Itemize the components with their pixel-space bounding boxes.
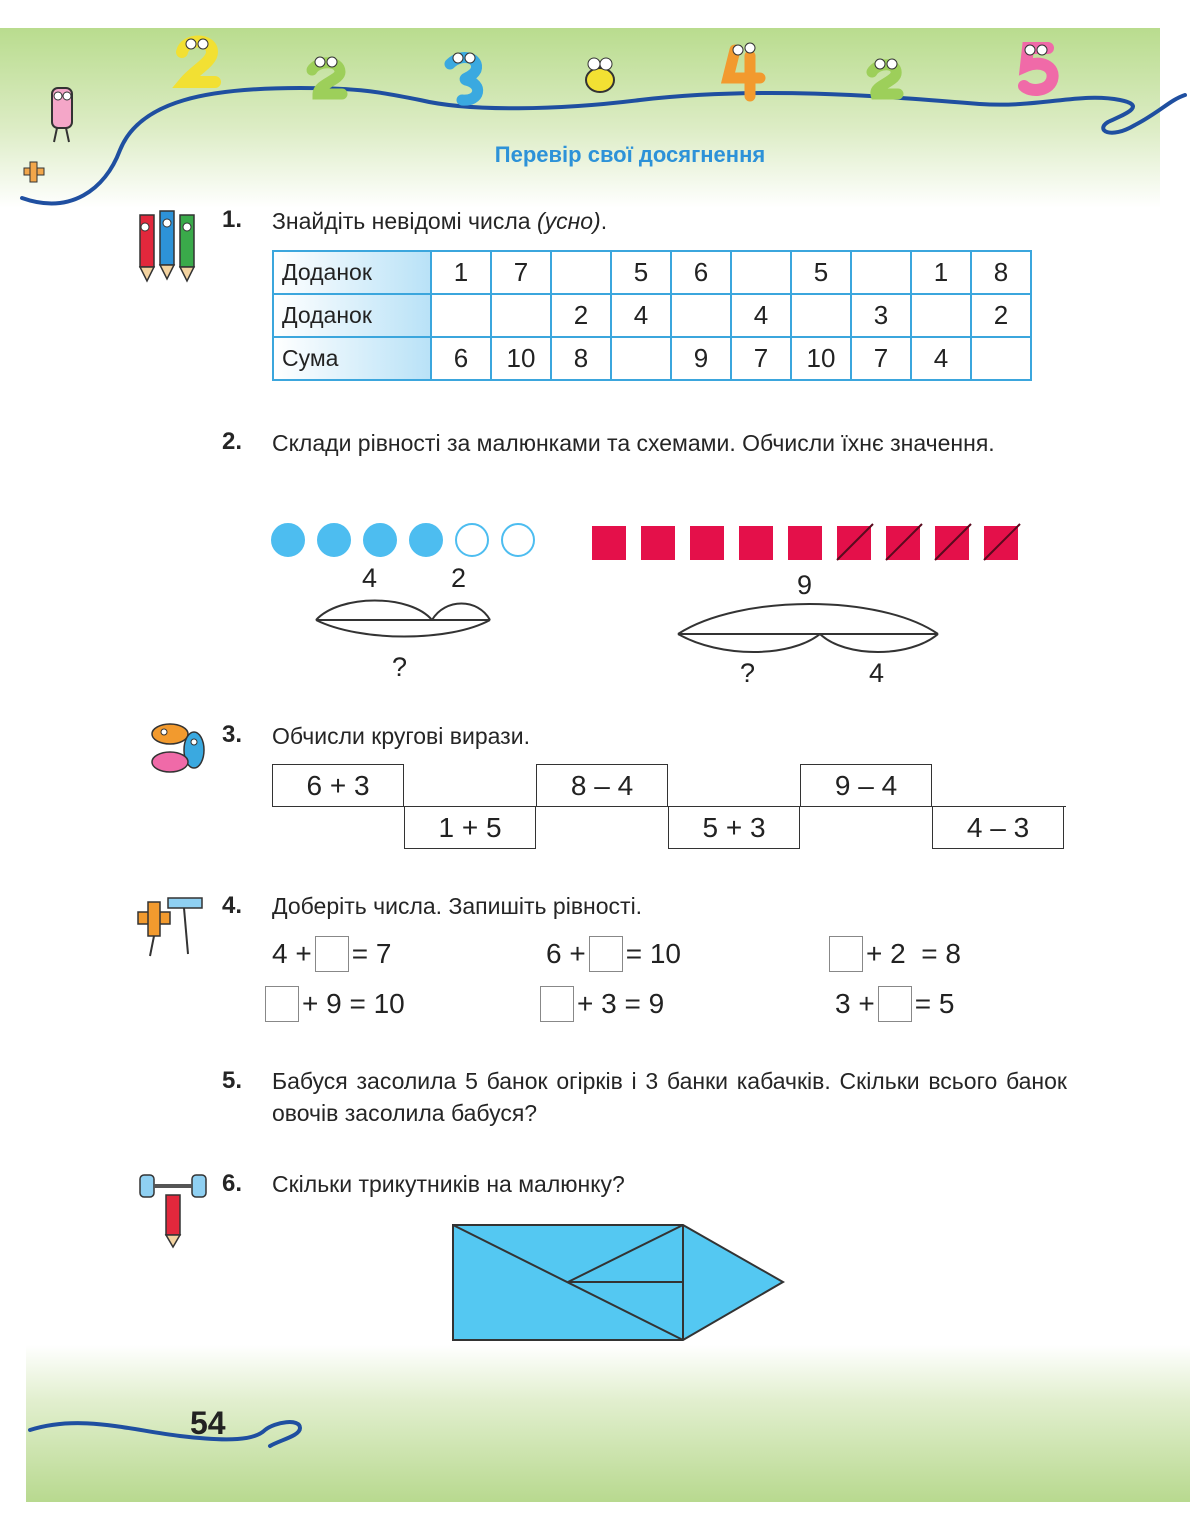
expression-cell-top: 8 – 4 — [536, 764, 668, 807]
table-cell — [731, 251, 791, 294]
table-cell: 10 — [791, 337, 851, 380]
table-row — [273, 251, 1031, 294]
table-cell: 10 — [491, 337, 551, 380]
table-cell: 2 — [971, 294, 1031, 337]
expression-cell-bottom: 5 + 3 — [668, 806, 800, 849]
equation-right: + 2 = 8 — [866, 938, 961, 969]
equation — [272, 936, 391, 972]
table-cell: 6 — [431, 337, 491, 380]
scheme-2 — [670, 600, 950, 680]
exercise-6-text: Скільки трикутників на малюнку? — [272, 1171, 625, 1197]
exercise-1-instruction: Знайдіть невідомі числа — [272, 208, 537, 234]
equation-right: + 9 = 10 — [302, 988, 405, 1019]
addends-table — [272, 250, 1032, 381]
crossed-square — [935, 524, 971, 560]
equation — [826, 936, 961, 972]
table-cell: 9 — [671, 337, 731, 380]
cartoon-number-1-icon — [52, 88, 72, 142]
table-cell: 7 — [731, 337, 791, 380]
equation-left: 6 + — [546, 938, 586, 969]
table-cell: 8 — [971, 251, 1031, 294]
row-label: Сума — [273, 337, 431, 380]
table-row — [273, 294, 1031, 337]
squares-picture — [588, 522, 1038, 562]
crossed-square — [984, 524, 1020, 560]
table-cell — [791, 294, 851, 337]
table-cell: 5 — [791, 251, 851, 294]
empty-circle — [456, 524, 488, 556]
crossed-square — [837, 524, 873, 560]
answer-box[interactable] — [589, 936, 623, 972]
filled-circle — [364, 524, 396, 556]
table-cell: 7 — [491, 251, 551, 294]
table-cell: 8 — [551, 337, 611, 380]
cartoon-number-4-icon — [728, 43, 760, 96]
table-cell — [491, 294, 551, 337]
table-cell — [971, 337, 1031, 380]
expression-cell-top: 6 + 3 — [272, 764, 404, 807]
exercise-4-text: Доберіть числа. Запишіть рівності. — [272, 893, 643, 919]
scheme-1-unknown: ? — [392, 652, 408, 682]
solid-square — [592, 526, 626, 560]
expression-cell-bottom: 4 – 3 — [932, 806, 1064, 849]
exercise-1-number: 1. — [222, 206, 243, 233]
equation-right: + 3 = 9 — [577, 988, 665, 1019]
pencils-icon — [132, 205, 212, 285]
chain-divider — [272, 806, 1066, 807]
exercise-3-number: 3. — [222, 721, 243, 748]
scheme-1-left-value: 4 — [362, 563, 378, 593]
equation — [262, 986, 405, 1022]
table-cell — [431, 294, 491, 337]
exercise-4-number: 4. — [222, 892, 243, 919]
answer-box[interactable] — [315, 936, 349, 972]
solid-square — [739, 526, 773, 560]
fish-icon — [140, 710, 220, 780]
circles-picture — [268, 520, 548, 560]
exercise-1-italic-note: (усно) — [536, 208, 601, 234]
equation-right: = 10 — [625, 938, 681, 969]
table-row — [273, 337, 1031, 380]
exercise-3-text: Обчисли кругові вирази. — [272, 723, 530, 749]
row-label: Доданок — [273, 294, 431, 337]
weightlifter-pencil-icon — [134, 1165, 214, 1250]
solid-square — [788, 526, 822, 560]
table-cell: 7 — [851, 337, 911, 380]
header-wave — [0, 0, 1190, 230]
cartoon-number-5-icon — [1024, 45, 1053, 90]
solid-square — [641, 526, 675, 560]
equation — [546, 936, 681, 972]
exercise-2-text: Склади рівності за малюнками та схемами. Обчисли їхнє значення. — [272, 430, 995, 456]
equation-left: 3 + — [835, 988, 875, 1019]
table-cell — [611, 337, 671, 380]
answer-box[interactable] — [265, 986, 299, 1022]
exercise-6-number: 6. — [222, 1170, 243, 1197]
exercise-1-period: . — [600, 208, 608, 234]
scheme-2-total: 9 — [797, 570, 813, 600]
table-cell — [551, 251, 611, 294]
equation-left: 4 + — [272, 938, 312, 969]
crossed-square — [886, 524, 922, 560]
page-number: 54 — [190, 1405, 226, 1441]
table-cell: 4 — [611, 294, 671, 337]
exercise-5-number: 5. — [222, 1067, 243, 1094]
table-cell: 1 — [431, 251, 491, 294]
triangles-figure — [450, 1222, 790, 1347]
expression-cell-bottom: 1 + 5 — [404, 806, 536, 849]
answer-box[interactable] — [829, 936, 863, 972]
table-cell — [671, 294, 731, 337]
expression-cell-top: 9 – 4 — [800, 764, 932, 807]
table-cell: 4 — [731, 294, 791, 337]
exercise-5-text: Бабуся засолила 5 банок огірків і 3 банки кабачків. Скільки всього банок овочів засолила бабуся? — [272, 1068, 1067, 1126]
cartoon-frog-icon — [586, 58, 614, 92]
scheme-1 — [300, 590, 500, 650]
table-cell: 6 — [671, 251, 731, 294]
answer-box[interactable] — [878, 986, 912, 1022]
empty-circle — [502, 524, 534, 556]
scheme-1-right-value: 2 — [451, 563, 467, 593]
equation — [835, 986, 954, 1022]
scheme-2-unknown: ? — [740, 658, 756, 688]
exercise-1-text — [272, 205, 607, 237]
cartoon-number-2-icon — [182, 39, 215, 82]
cartoon-number-3-icon — [450, 53, 478, 100]
page-title: Перевір свої досягнення — [494, 142, 766, 167]
table-cell: 3 — [851, 294, 911, 337]
table-cell: 4 — [911, 337, 971, 380]
exercise-2-number: 2. — [222, 428, 243, 455]
equation-right: = 5 — [914, 988, 955, 1019]
table-cell — [911, 294, 971, 337]
table-cell: 2 — [551, 294, 611, 337]
filled-circle — [272, 524, 304, 556]
equation — [537, 986, 664, 1022]
table-cell: 1 — [911, 251, 971, 294]
plus-minus-characters-icon — [130, 890, 210, 962]
scheme-2-part: 4 — [869, 658, 885, 688]
equation-right: = 7 — [351, 938, 392, 969]
row-label: Доданок — [273, 251, 431, 294]
cartoon-green-number-icon — [872, 59, 898, 94]
answer-box[interactable] — [540, 986, 574, 1022]
table-cell: 5 — [611, 251, 671, 294]
solid-square — [690, 526, 724, 560]
filled-circle — [410, 524, 442, 556]
table-cell — [851, 251, 911, 294]
filled-circle — [318, 524, 350, 556]
